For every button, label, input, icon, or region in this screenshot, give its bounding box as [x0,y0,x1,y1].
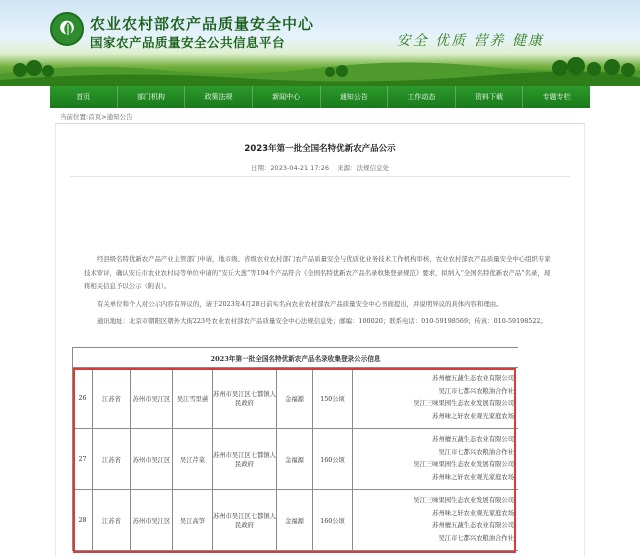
cell-city: 苏州市吴江区 [131,368,173,429]
cell-product: 吴江芹菜 [173,429,213,490]
cell-category: 金福源 [277,429,313,490]
leaf-icon [62,21,74,37]
table-caption: 2023年第一批全国名特优新农产品名录收集登录公示信息 [73,348,519,368]
nav-item-departments[interactable]: 部门机构 [118,86,186,108]
cell-city: 苏州市吴江区 [131,429,173,490]
cell-province: 江苏省 [93,429,131,490]
nav-item-work-updates[interactable]: 工作动态 [388,86,456,108]
company-name: 苏州檀五蔬生态农业有限公司 [432,522,515,529]
cell-product: 吴江雪里蕻 [173,368,213,429]
cell-category: 金福源 [277,490,313,551]
table-row [73,368,519,429]
article-meta [0,163,640,172]
breadcrumb-divider [55,123,585,124]
cell-applicant: 苏州市吴江区七都镇人民政府 [213,490,277,551]
article-date: 日期：2023-04-21 17:26 [250,164,329,172]
site-header-banner [0,0,640,86]
cell-companies [353,429,519,490]
breadcrumb[interactable]: 当前位置:首页>通知公告 [60,113,133,121]
cell-applicant: 苏州市吴江区七都镇人民政府 [213,429,277,490]
company-name: 吴江市七都兴农粮油合作社 [438,448,515,456]
cell-area: 150公顷 [313,368,353,429]
cell-category: 金福源 [277,368,313,429]
company-name: 苏州檀五蔬生态农业有限公司 [432,375,515,382]
nav-item-special-topics[interactable]: 专题专栏 [542,93,571,101]
company-name: 苏州味之轩农业观光家庭农场 [432,509,515,517]
article-paragraph: 通讯地址：北京市朝阳区朝外大街223号农业农村部农产品质量安全中心法规信息处；邮编：100020；联系电话：010-59198569；传真：010-59198522。 [97,317,547,325]
cell-no: 28 [73,490,93,551]
company-name: 苏州味之轩农业观光家庭农场 [432,473,515,481]
cell-companies [353,490,519,551]
article-title: 2023年第一批全国名特优新农产品公示 [244,144,396,154]
table-row [73,490,519,551]
meta-divider [70,176,570,177]
company-name: 吴江市七都兴农粮油合作社 [438,387,515,395]
nav-item-notices[interactable]: 通知公告 [321,86,389,108]
site-logo[interactable] [50,12,84,46]
company-name: 苏州味之轩农业观光家庭农场 [432,412,515,420]
landscape-hills-graphic [0,56,640,86]
company-name: 苏州檀五蔬生态农业有限公司 [432,436,515,443]
cell-province: 江苏省 [93,368,131,429]
listing-table [72,347,518,557]
cell-area: 160公顷 [313,429,353,490]
site-subtitle: 国家农产品质量安全公共信息平台 [90,35,286,50]
cell-city: 苏州市吴江区 [131,490,173,551]
company-name: 吴江市七都兴农粮油合作社 [438,534,515,542]
article-paragraph: 有关单位和个人对公示内容有异议的，请于2023年4月28日前实名向农业农村部农产品质量安全中心书面提出，并说明异议的具体内容和理由。 [97,300,503,308]
nav-item-news[interactable]: 新闻中心 [253,86,321,108]
cell-no: 27 [73,429,93,490]
cell-province: 江苏省 [93,490,131,551]
cell-product: 吴江高笋 [173,490,213,551]
company-name: 吴江三味果园生态农业发展有限公司 [413,400,515,407]
nav-item-downloads[interactable]: 资料下载 [456,86,524,108]
main-nav [50,86,590,108]
cell-no: 26 [73,368,93,429]
article-paragraph: 经县级名特优新农产品产业主管部门申请，地市级、省级农业农村部门农产品质量安全与优质化业务技术工作机构审核，农业农村部农产品质量安全中心组织专家技术审评，确认安丘市农业农村局等单位申请的“安丘大葱”等194个产品符合《全国名特优新农产品名录收集登录规范》要求，拟纳入“全国名特优新农产品”名录，现将相关信息予以公示（附表）。 [84,255,551,290]
table-row [73,429,519,490]
cell-companies [353,368,519,429]
site-title: 农业农村部农产品质量安全中心 [90,15,315,33]
nav-item-home[interactable]: 首页 [50,86,118,108]
nav-item-policies[interactable]: 政策法规 [185,86,253,108]
site-slogan: 安全 优质 营养 健康 [396,33,544,49]
cell-area: 160公顷 [313,490,353,551]
cell-applicant: 苏州市吴江区七都镇人民政府 [213,368,277,429]
company-name: 吴江三味果园生态农业发展有限公司 [413,497,515,504]
article-source: 来源：法规信息处 [337,164,390,172]
company-name: 吴江三味果园生态农业发展有限公司 [413,461,515,468]
